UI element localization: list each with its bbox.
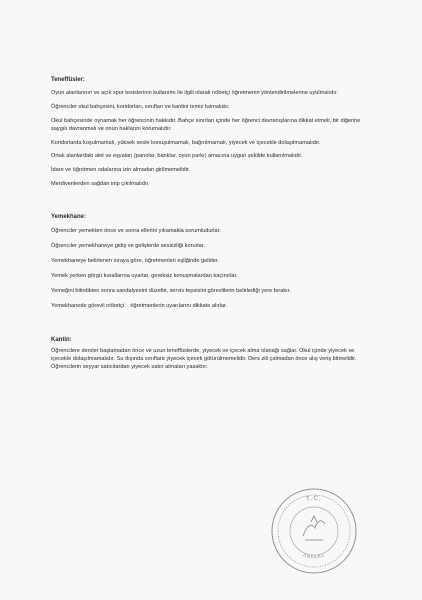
stamp-emblem [303, 516, 325, 540]
section-title-teneffus: Teneffüsler: [51, 77, 85, 83]
rule-paragraph: Ortak alanlardaki alet ve eşyaları (panolar, banklar, oyun parkı) amacına uygun şekilde kullanılmalıdır. [51, 153, 303, 160]
rule-paragraph: Koridorlarda koşulmamalı, yüksek sesle konuşulmamalı, bağırılmamalı, yiyecek ve içecekle dolaşılmamalıdır. [51, 139, 321, 146]
rule-paragraph: Oyun alanlarının ve açık spor tesislerinin kullanımı ile ilgili olarak nöbetçi öğretmenin yönlendirilmelerine uyulmalıdır. [51, 89, 338, 96]
document-body [51, 77, 371, 372]
rule-paragraph: Öğrenciler yemekten önce ve sonra ellerini yıkamakla sorumludurlar. [51, 228, 221, 235]
rule-paragraph: Okul bahçesinde oynamak her öğrencinin hakkıdır. Bahçe sınırları içinde her öğrenci davranışlarına dikkat etmeli, bir diğerine saygılı davranmalı ve onun haklarını korumalıdır. [51, 117, 361, 132]
rule-paragraph: Yemekhanede görevli nöbetçi öğretmenlerin uyarılarını dikkate alırlar. [51, 302, 228, 309]
rule-paragraph: Yemekhaneye belirlenen sıraya göre, öğretmenleri eşliğinde gelirler. [51, 257, 220, 264]
rule-paragraph: Yemek yerken görgü kurallarına uyarlar, gereksiz konuşmalardan kaçınırlar. [51, 272, 238, 279]
rule-paragraph: Öğrencilere dersler başlamadan önce ve uzun teneffüslerde, yiyecek ve içecek alma olanağı sağlar. Okul içinde yiyecek ve içecekle dolaşılmamalıdır. Su dışında sınıflara yiyecek içecek götürülmemelidir. Ders zili çalmadan önce alış veriş bitmelidir. Öğrencilerin seyyar satıcılardan yiyecek satın almaları yasaktır. [51, 348, 357, 371]
section-title-kantin: Kantin: [51, 336, 72, 343]
section-title-yemekhane: Yemekhane: [51, 214, 87, 221]
stamp-top-text: T.C. [305, 494, 323, 503]
svg-text:T.C. [305, 495, 323, 503]
rule-paragraph: Öğrenciler yemekhaneye gidiş ve gelişlerde sessizliği korurlar. [51, 242, 205, 249]
rule-paragraph: Merdivenlerden sağdan inip çıkılmalıdır. [51, 181, 150, 188]
rule-paragraph: İdare ve öğretmen odalarına izin almadan girilmemelidir. [51, 167, 190, 174]
official-seal-stamp [269, 486, 359, 576]
rule-paragraph: Yemeğini bitirdikten sonra sandalyesini düzeltir, servis tepsisini görevlilerin belirlediği yere bırakır. [51, 287, 291, 294]
rule-paragraph: Öğrenciler okul bahçesini, koridorları, sınıfları ve kantini temiz tutmalıdır. [51, 103, 230, 110]
stamp-bottom-text: ANKARA [301, 553, 327, 561]
